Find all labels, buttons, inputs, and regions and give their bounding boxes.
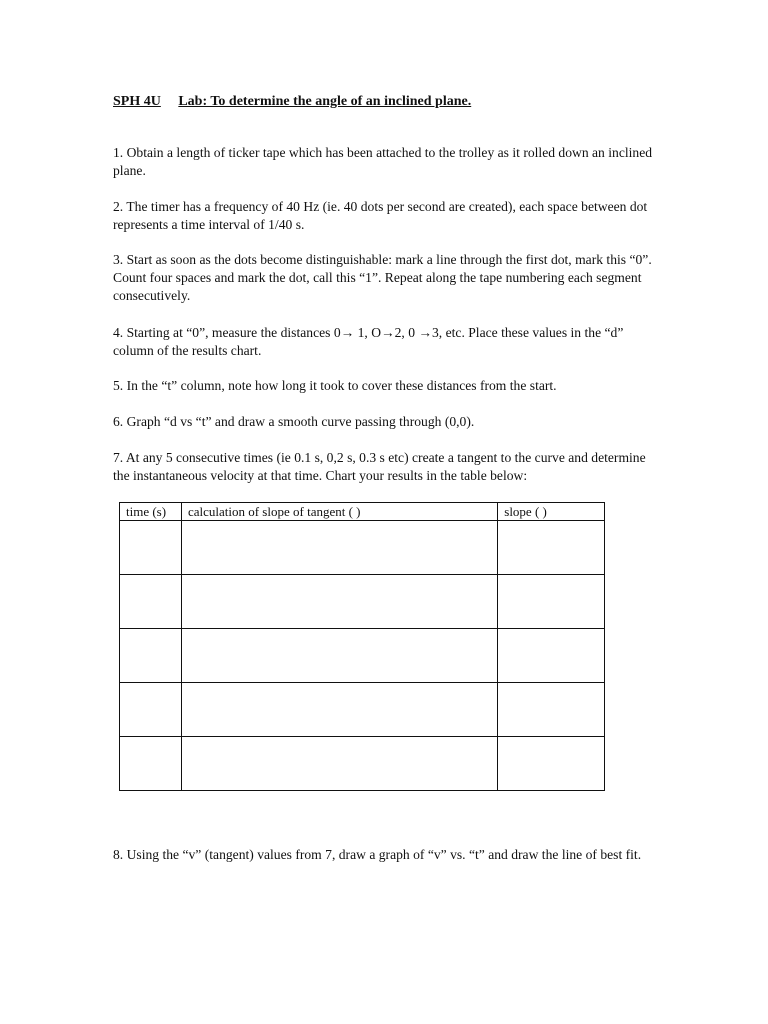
table-row <box>120 575 605 629</box>
table-cell-time[interactable] <box>120 575 182 629</box>
lab-title: Lab: To determine the angle of an inclined plane. <box>178 94 472 109</box>
instruction-step-7: 7. At any 5 consecutive times (ie 0.1 s, 0,2 s, 0.3 s etc) create a tangent to the curve and determine the instantaneous velocity at that time. Chart your results in the table below: <box>113 450 646 483</box>
table-row <box>120 521 605 575</box>
course-code: SPH 4U <box>113 94 161 109</box>
instruction-step-4: 4. Starting at “0”, measure the distances 0→ 1, O→2, 0 →3, etc. Place these values in the “d” column of the results chart. <box>113 325 624 358</box>
table-cell-calculation[interactable] <box>181 683 497 737</box>
header-calculation: calculation of slope of tangent ( ) <box>181 503 497 521</box>
table-cell-time[interactable] <box>120 683 182 737</box>
page-title <box>113 94 471 110</box>
table-cell-slope[interactable] <box>498 737 605 791</box>
instruction-step-1: 1. Obtain a length of ticker tape which has been attached to the trolley as it rolled down an inclined plane. <box>113 145 653 178</box>
table-cell-slope[interactable] <box>498 683 605 737</box>
table-cell-slope[interactable] <box>498 629 605 683</box>
results-table <box>119 502 605 791</box>
table-row <box>120 683 605 737</box>
table-cell-time[interactable] <box>120 521 182 575</box>
table-row <box>120 737 605 791</box>
table-cell-slope[interactable] <box>498 521 605 575</box>
table-cell-calculation[interactable] <box>181 629 497 683</box>
header-time: time (s) <box>120 503 182 521</box>
instruction-step-2: 2. The timer has a frequency of 40 Hz (ie. 40 dots per second are created), each space between dot represents a time interval of 1/40 s. <box>113 199 648 232</box>
table-cell-calculation[interactable] <box>181 575 497 629</box>
instruction-step-5: 5. In the “t” column, note how long it took to cover these distances from the start. <box>113 378 557 393</box>
table-cell-time[interactable] <box>120 737 182 791</box>
instruction-step-6: 6. Graph “d vs “t” and draw a smooth curve passing through (0,0). <box>113 414 475 429</box>
table-cell-calculation[interactable] <box>181 737 497 791</box>
instruction-step-8: 8. Using the “v” (tangent) values from 7, draw a graph of “v” vs. “t” and draw the line of best fit. <box>113 847 642 862</box>
table-cell-calculation[interactable] <box>181 521 497 575</box>
instruction-step-3: 3. Start as soon as the dots become distinguishable: mark a line through the first dot, mark this “0”. Count four spaces and mark the dot, call this “1”. Repeat along the tape numbering each segment consecutively. <box>113 252 652 303</box>
table-row <box>120 629 605 683</box>
table-header-row <box>120 503 605 521</box>
header-slope: slope ( ) <box>498 503 605 521</box>
table-cell-slope[interactable] <box>498 575 605 629</box>
table-cell-time[interactable] <box>120 629 182 683</box>
